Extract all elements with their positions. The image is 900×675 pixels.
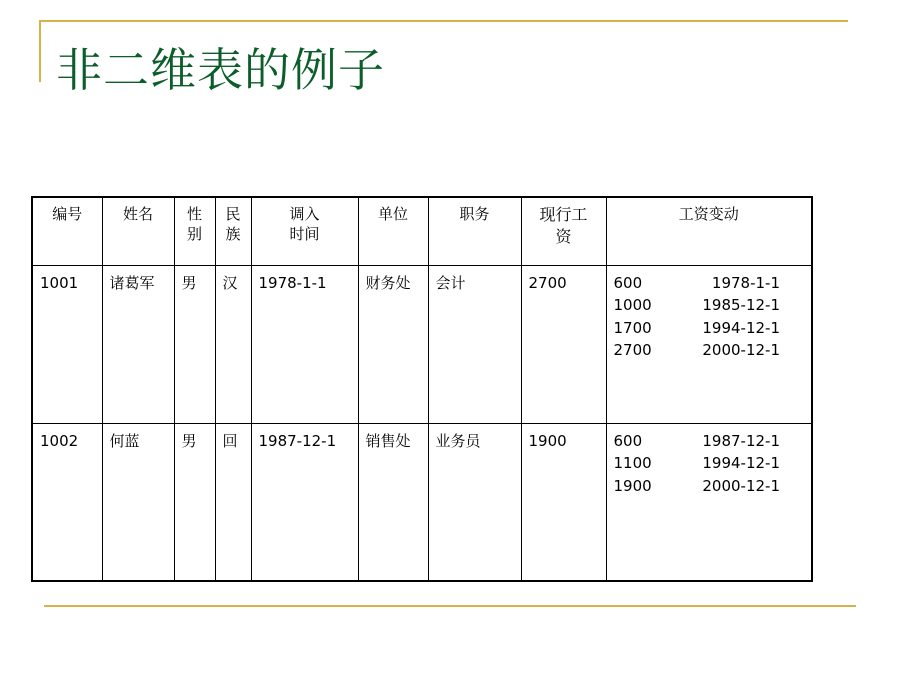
- cell-name: 何蓝: [102, 423, 174, 581]
- cell-transfer-date: 1978-1-1: [251, 265, 358, 423]
- cell-id: 1001: [32, 265, 102, 423]
- salary-change-line: 600 1987-12-1: [613, 431, 780, 450]
- cell-id: 1002: [32, 423, 102, 581]
- cell-salary-changes: [606, 423, 812, 581]
- cell-position: 会计: [428, 265, 521, 423]
- header-ethnicity: 民 族: [215, 197, 251, 265]
- slide-title: 非二维表的例子: [56, 43, 385, 97]
- left-divider-line: [39, 20, 41, 82]
- salary-change-line: 2700 2000-12-1: [613, 341, 780, 359]
- cell-ethnicity: 汉: [215, 265, 251, 423]
- header-salary-changes: 工资变动: [606, 197, 812, 265]
- top-divider-line: [40, 20, 848, 22]
- salary-change-line: 1900 2000-12-1: [613, 476, 780, 495]
- cell-name: 诸葛军: [102, 265, 174, 423]
- cell-unit: 财务处: [358, 265, 428, 423]
- header-unit: 单位: [358, 197, 428, 265]
- cell-position: 业务员: [428, 423, 521, 581]
- cell-unit: 销售处: [358, 423, 428, 581]
- cell-gender: 男: [174, 265, 215, 423]
- salary-change-line: 1000 1985-12-1: [613, 296, 780, 314]
- table-row: [32, 423, 812, 581]
- header-transfer-date: 调入 时间: [251, 197, 358, 265]
- non-2d-table: [31, 196, 813, 582]
- cell-transfer-date: 1987-12-1: [251, 423, 358, 581]
- header-gender: 性 别: [174, 197, 215, 265]
- header-name: 姓名: [102, 197, 174, 265]
- salary-change-line: 600 1978-1-1: [613, 273, 780, 292]
- header-current-salary: 现行工 资: [521, 197, 606, 265]
- header-id: 编号: [32, 197, 102, 265]
- bottom-divider-line: [44, 605, 856, 607]
- cell-current-salary: 1900: [521, 423, 606, 581]
- cell-ethnicity: 回: [215, 423, 251, 581]
- header-position: 职务: [428, 197, 521, 265]
- table-header-row: [32, 197, 812, 265]
- salary-change-line: 1700 1994-12-1: [613, 318, 780, 337]
- cell-current-salary: 2700: [521, 265, 606, 423]
- cell-salary-changes: [606, 265, 812, 423]
- cell-gender: 男: [174, 423, 215, 581]
- salary-change-line: 1100 1994-12-1: [613, 454, 780, 472]
- table-row: [32, 265, 812, 423]
